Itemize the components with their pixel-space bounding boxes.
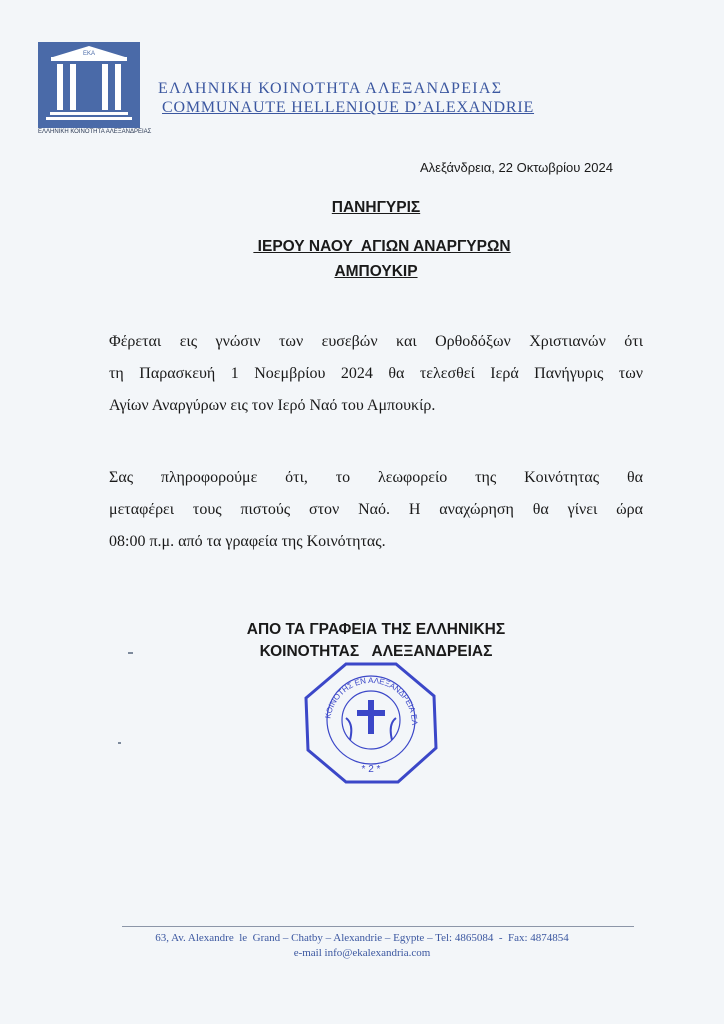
footer-email[interactable]: e-mail info@ekalexandria.com bbox=[293, 947, 431, 959]
paragraph-2-line: μεταφέρει τους πιστούς στον Ναό. Η αναχώρηση θα γίνει ώρα bbox=[109, 501, 643, 518]
title-line-1: ΠΑΝΗΓΥΡΙΣ bbox=[331, 199, 421, 216]
scan-mark bbox=[118, 742, 121, 744]
svg-text:ΕΚΑ: ΕΚΑ bbox=[82, 51, 96, 57]
footer-address: 63, Av. Alexandre le Grand – Chatby – Alexandrie – Egypte – Tel: 4865084 - Fax: 4874854 bbox=[155, 932, 569, 944]
paragraph-2-line: Σας πληροφορούμε ότι, το λεωφορείο της Κοινότητας θα bbox=[109, 469, 643, 486]
stamp-seal-icon bbox=[302, 662, 440, 786]
title-line-3: ΑΜΠΟΥΚΙΡ bbox=[334, 263, 418, 280]
header-subtitle: COMMUNAUTE HELLENIQUE D’ALEXANDRIE bbox=[162, 99, 535, 116]
temple-icon bbox=[38, 42, 140, 128]
paragraph-1-line: Φέρεται εις γνώσιν των ευσεβών και Ορθοδόξων Χριστιανών ότι bbox=[109, 333, 643, 350]
paragraph-2-line: 08:00 π.μ. από τα γραφεία της Κοινότητας. bbox=[109, 533, 386, 550]
date-line: Αλεξάνδρεια, 22 Οκτωβρίου 2024 bbox=[420, 160, 613, 175]
logo-caption: ΕΛΛΗΝΙΚΗ ΚΟΙΝΟΤΗΤΑ ΑΛΕΞΑΝΔΡΕΙΑΣ bbox=[38, 129, 152, 135]
paragraph-1-line: Αγίων Αναργύρων εις τον Ιερό Ναό του Αμπουκίρ. bbox=[109, 397, 436, 414]
paragraph-2 bbox=[109, 462, 643, 558]
paragraph-1 bbox=[109, 326, 643, 422]
paragraph-1-line: τη Παρασκευή 1 Νοεμβρίου 2024 θα τελεσθεί Ιερά Πανήγυρις των bbox=[109, 365, 643, 382]
svg-text:* 2 *: * 2 * bbox=[361, 764, 381, 775]
signature-line-1: ΑΠΟ ΤΑ ΓΡΑΦΕΙΑ ΤΗΣ ΕΛΛΗΝΙΚΗΣ bbox=[246, 621, 506, 638]
stamp-ring-text: ΚΟΙΝΟΤΗΣ ΕΝ ΑΛΕΞΑΝΔΡΕΙΑ ΕΛ bbox=[323, 675, 420, 726]
community-logo bbox=[38, 42, 152, 138]
signature-line-2: ΚΟΙΝΟΤΗΤΑΣ ΑΛΕΞΑΝΔΡΕΙΑΣ bbox=[259, 643, 493, 660]
header-title: ΕΛΛΗΝΙΚΗ ΚΟΙΝΟΤΗΤΑ ΑΛΕΞΑΝΔΡΕΙΑΣ bbox=[158, 80, 503, 97]
scan-mark bbox=[128, 652, 133, 654]
title-line-2: ΙΕΡΟΥ ΝΑΟΥ ΑΓΙΩΝ ΑΝΑΡΓΥΡΩΝ bbox=[253, 238, 511, 255]
official-stamp bbox=[302, 662, 440, 786]
footer-divider bbox=[122, 926, 634, 927]
